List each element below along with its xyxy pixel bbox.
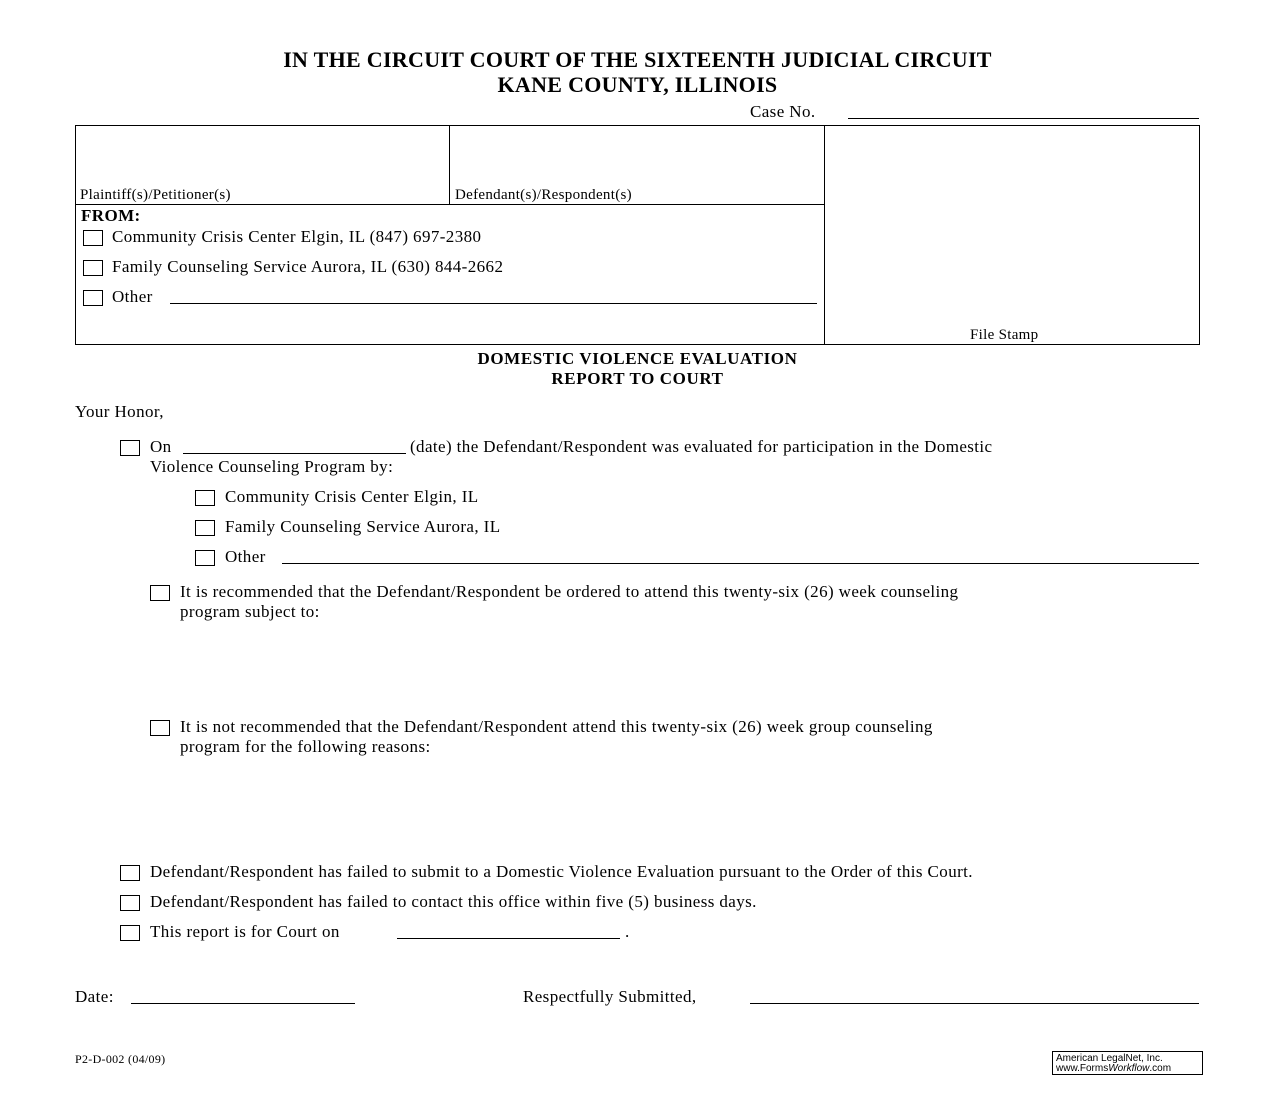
logo-line2-suffix: .com [1149, 1063, 1172, 1074]
program-other-label: Other [225, 547, 266, 566]
caption-divider [449, 125, 450, 205]
evaluated-prefix: On [150, 437, 172, 456]
plaintiff-label: Plaintiff(s)/Petitioner(s) [80, 187, 231, 203]
form-code: P2-D-002 (04/09) [75, 1052, 166, 1066]
publisher-logo [1052, 1051, 1203, 1075]
recommended-text-line1: It is recommended that the Defendant/Respondent be ordered to attend this twenty-six (26) week counseling [180, 582, 959, 601]
from-label: FROM: [81, 206, 141, 225]
court-title-line1: IN THE CIRCUIT COURT OF THE SIXTEENTH JUDICIAL CIRCUIT [283, 47, 992, 72]
recommended-checkbox[interactable] [150, 585, 170, 601]
failed-contact-text: Defendant/Respondent has failed to contact this office within five (5) business days. [150, 892, 757, 911]
report-court-period: . [625, 922, 630, 941]
program-family-counseling-checkbox[interactable] [195, 520, 215, 536]
salutation: Your Honor, [75, 402, 164, 421]
not-recommended-checkbox[interactable] [150, 720, 170, 736]
from-other-label: Other [112, 287, 153, 306]
report-court-checkbox[interactable] [120, 925, 140, 941]
failed-submit-checkbox[interactable] [120, 865, 140, 881]
court-date-field[interactable] [397, 938, 620, 939]
defendant-field[interactable] [455, 130, 819, 186]
failed-submit-text: Defendant/Respondent has failed to submit to a Domestic Violence Evaluation pursuant to the Order of this Court. [150, 862, 973, 881]
evaluated-text-line2: Violence Counseling Program by: [150, 457, 394, 476]
from-other-field[interactable] [170, 303, 817, 304]
report-court-text: This report is for Court on [150, 922, 340, 941]
from-family-counseling-label: Family Counseling Service Aurora, IL (630) 844-2662 [112, 257, 504, 276]
from-other-checkbox[interactable] [83, 290, 103, 306]
court-title-line2: KANE COUNTY, ILLINOIS [497, 72, 778, 97]
file-stamp-area [830, 130, 1194, 325]
from-crisis-center-label: Community Crisis Center Elgin, IL (847) 697-2380 [112, 227, 482, 246]
plaintiff-field[interactable] [80, 130, 444, 186]
from-family-counseling-checkbox[interactable] [83, 260, 103, 276]
not-recommended-text-line2: program for the following reasons: [180, 737, 431, 756]
program-other-checkbox[interactable] [195, 550, 215, 566]
program-crisis-center-checkbox[interactable] [195, 490, 215, 506]
from-divider [75, 204, 824, 205]
date-field[interactable] [131, 1003, 355, 1004]
logo-line2-italic: Workflow [1108, 1063, 1150, 1074]
logo-line1: American LegalNet, Inc. [1056, 1053, 1163, 1064]
file-stamp-label: File Stamp [970, 327, 1039, 343]
recommended-conditions-area[interactable] [180, 625, 1199, 705]
evaluated-text-line1: (date) the Defendant/Respondent was evaluated for participation in the Domestic [410, 437, 993, 456]
program-crisis-center-label: Community Crisis Center Elgin, IL [225, 487, 479, 506]
form-title-line1: DOMESTIC VIOLENCE EVALUATION [477, 349, 798, 368]
from-crisis-center-checkbox[interactable] [83, 230, 103, 246]
logo-line2-prefix: www.Forms [1056, 1063, 1109, 1074]
not-recommended-reasons-area[interactable] [180, 760, 1199, 850]
failed-contact-checkbox[interactable] [120, 895, 140, 911]
date-label: Date: [75, 987, 114, 1006]
case-no-field[interactable] [848, 118, 1199, 119]
logo-line2 [1056, 1064, 1202, 1074]
program-family-counseling-label: Family Counseling Service Aurora, IL [225, 517, 501, 536]
form-title-line2: REPORT TO COURT [551, 369, 724, 388]
file-stamp-divider [824, 125, 825, 345]
not-recommended-text-line1: It is not recommended that the Defendant/Respondent attend this twenty-six (26) week group counseling [180, 717, 933, 736]
evaluated-checkbox[interactable] [120, 440, 140, 456]
signature-field[interactable] [750, 1003, 1199, 1004]
recommended-text-line2: program subject to: [180, 602, 320, 621]
evaluation-date-field[interactable] [183, 453, 406, 454]
program-other-field[interactable] [282, 563, 1199, 564]
defendant-label: Defendant(s)/Respondent(s) [455, 187, 632, 203]
submitted-label: Respectfully Submitted, [523, 987, 697, 1006]
case-no-label: Case No. [750, 102, 816, 121]
